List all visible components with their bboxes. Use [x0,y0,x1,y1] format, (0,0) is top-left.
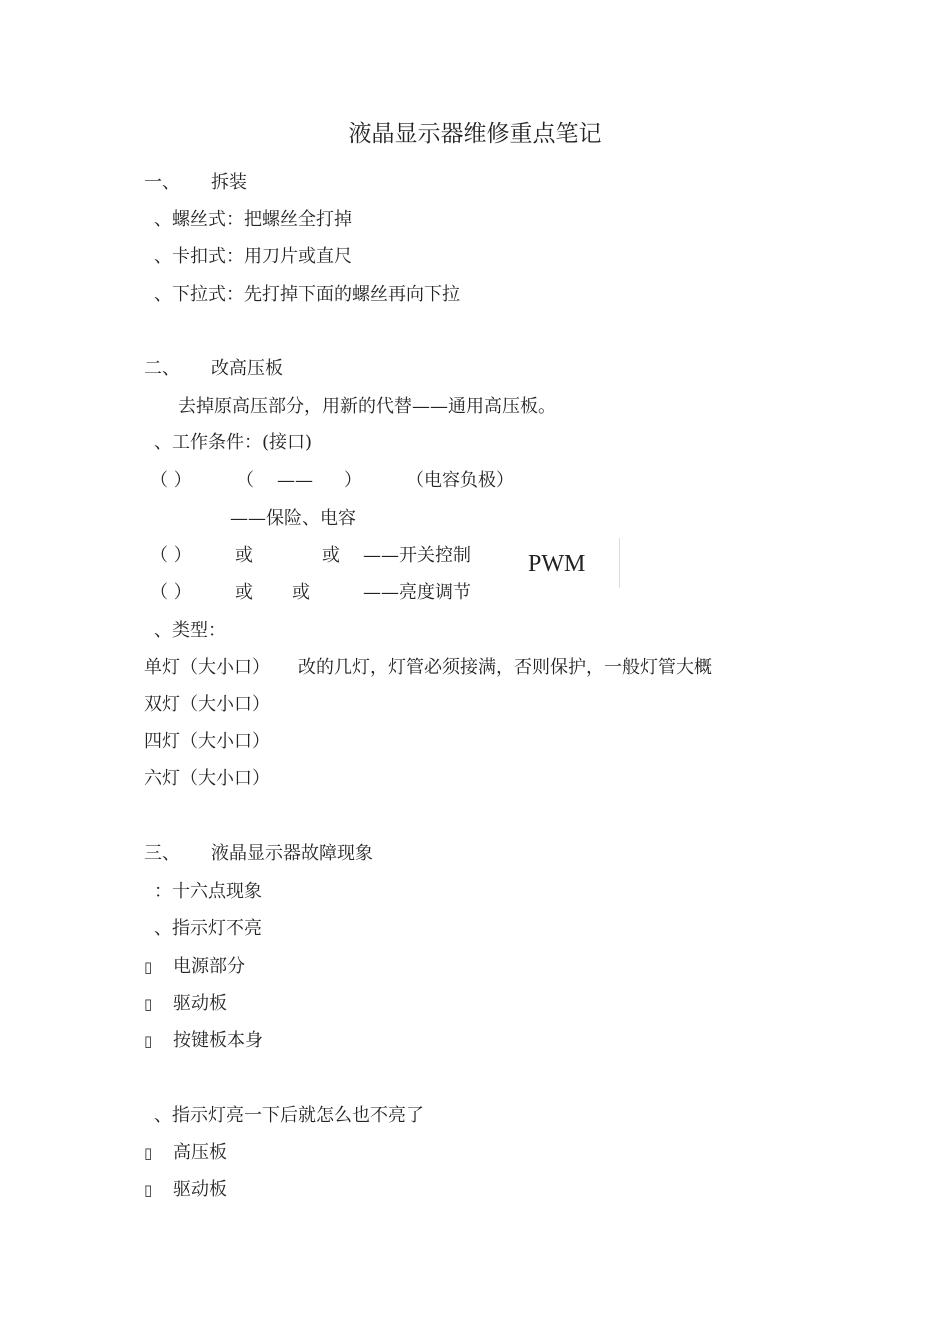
section-3-line-1: ：十六点现象 [154,881,262,902]
section-3-number: 三、 [144,843,180,864]
type-single: 单灯（大小口） [144,657,270,678]
interface-row-1-note: （电容负极） [406,470,514,491]
cause-power: 电源部分 [173,956,245,977]
interface-row-1-parens: （ ） [150,470,192,491]
interface-row-3-or-2: 或 [322,545,340,566]
cause-driver-board: 驱动板 [173,993,227,1014]
interface-row-1-close: ） [344,470,362,491]
section-2-line-3: 、类型： [154,620,226,641]
section-2-heading: 改高压板 [211,358,283,379]
interface-row-3-note: ——开关控制 [363,545,471,566]
divider-line [619,538,620,588]
section-2-line-2: 、工作条件：(接口) [154,432,313,453]
section-3-heading: 液晶显示器故障现象 [211,843,373,864]
interface-row-1-dash: —— [277,470,313,491]
bullet-icon: ▯ [144,1181,153,1199]
pwm-label: PWM [528,551,586,577]
section-1-number: 一、 [144,172,180,193]
type-quad: 四灯（大小口） [144,731,270,752]
bullet-icon: ▯ [144,995,153,1013]
type-single-note: 改的几灯，灯管必须接满，否则保护，一般灯管大概 [298,657,712,678]
interface-row-4-parens: （ ） [150,582,192,603]
interface-row-4-or-2: 或 [292,582,310,603]
section-3-line-2: 、指示灯不亮 [154,918,262,939]
cause-keypad: 按键板本身 [173,1030,263,1051]
section-1-line-3: 、下拉式：先打掉下面的螺丝再向下拉 [154,284,460,305]
bullet-icon: ▯ [144,958,153,976]
section-2-line-1: 去掉原高压部分，用新的代替——通用高压板。 [178,396,556,417]
section-1-heading: 拆装 [211,172,247,193]
interface-row-4-or-1: 或 [235,582,253,603]
type-six: 六灯（大小口） [144,768,270,789]
section-1-line-2: 、卡扣式：用刀片或直尺 [154,246,352,267]
section-1-line-1: 、螺丝式：把螺丝全打掉 [154,209,352,230]
interface-row-3-parens: （ ） [150,545,192,566]
bullet-icon: ▯ [144,1032,153,1050]
interface-row-2: ——保险、电容 [230,508,356,529]
cause-inverter: 高压板 [173,1142,227,1163]
cause-driver-board-2: 驱动板 [173,1179,227,1200]
interface-row-4-note: ——亮度调节 [363,582,471,603]
document-title: 液晶显示器维修重点笔记 [348,121,602,147]
type-double: 双灯（大小口） [144,694,270,715]
interface-row-3-or-1: 或 [235,545,253,566]
section-2-number: 二、 [144,358,180,379]
section-3-line-3: 、指示灯亮一下后就怎么也不亮了 [154,1105,424,1126]
interface-row-1-open: （ [236,470,254,491]
bullet-icon: ▯ [144,1144,153,1162]
